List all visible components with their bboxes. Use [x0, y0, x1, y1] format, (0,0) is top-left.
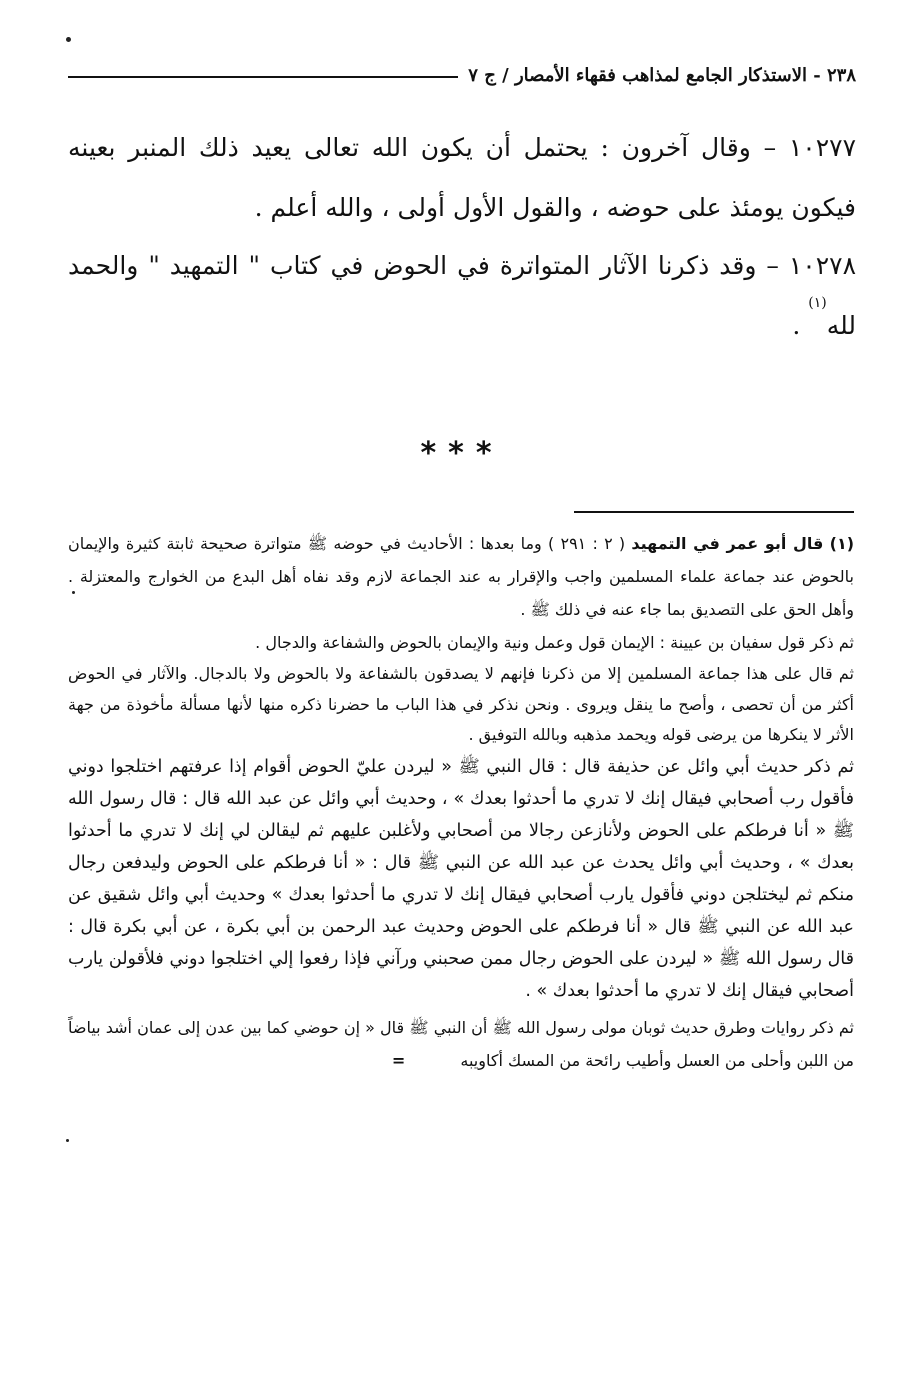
ink-speck: [66, 1139, 69, 1142]
footnote-1: [68, 527, 854, 626]
header-rule: [68, 76, 458, 78]
footnote-reference: (١): [808, 295, 827, 311]
footnote-source: قال أبو عمر في التمهيد: [631, 534, 824, 553]
footnote-paragraph: [68, 1011, 854, 1077]
footnote-text: ثم ذكر روايات وطرق حديث ثوبان مولى رسول الله ﷺ أن النبي ﷺ قال « إن حوضي كما بين عدن إلى عمان أشد بياضاً من اللبن وأحلى من العسل وأطيب رائحة من المسك أكاويبه: [68, 1017, 854, 1070]
paragraph-10278: [68, 236, 856, 356]
paragraph-end: .: [792, 311, 809, 340]
header-title: ٢٣٨ - الاستذكار الجامع لمذاهب فقهاء الأمصار / ج ٧: [468, 64, 856, 86]
paragraph-text: – وقال آخرون : يحتمل أن يكون الله تعالى يعيد ذلك المنبر بعينه فيكون يومئذ على حوضه ، والقول الأول أولى ، والله أعلم .: [68, 133, 856, 222]
paragraph-number: ١٠٢٧٧: [788, 133, 856, 162]
running-header: [68, 60, 856, 90]
footnote-text: ( ٢ : ٢٩١ ) وما بعدها : الأحاديث في حوضه ﷺ متواترة صحيحة ثابتة كثيرة والإيمان بالحوض عند جماعة علماء المسلمين واجب والإقرار به عند الجماعة لازم وقد نفاه أهل البدع من الخوارج والمعتزلة . وأهل الحق على التصديق بما جاء عنه في ذلك ﷺ .: [68, 534, 854, 619]
paragraph-text: – وقد ذكرنا الآثار المتواترة في الحوض في كتاب " التمهيد " والحمد لله: [68, 251, 856, 340]
section-separator: ***: [420, 436, 504, 471]
footnote-marker: (١): [829, 534, 855, 553]
footnote-paragraph: ثم ذكر قول سفيان بن عيينة : الإيمان قول وعمل ونية والإيمان بالحوض والشفاعة والدجال .: [255, 633, 854, 652]
footnotes: [68, 527, 854, 1077]
footnote-paragraph: ثم ذكر حديث أبي وائل عن حذيفة قال : قال النبي ﷺ « ليردن عليّ الحوض أقوام إذا عرفتهم اختلجوا دوني فأقول رب أصحابي فيقال إنك لا تدري ما أحدثوا بعدك » ، وحديث أبي وائل عن عبد الله قال : قال رسول الله ﷺ « أنا فرطكم على الحوض ولأنازعن رجالا من أصحابي ولأغلبن عليهم ثم ليقالن لي إنك لا تدري ما أحدثوا بعدك » ، وحديث أبي وائل يحدث عن عبد الله عن النبي ﷺ قال : « أنا فرطكم على الحوض وليدفعن رجال منكم ثم ليختلجن دوني فأقول يارب أصحابي فيقال إنك لا تدري ما أحدثوا بعدك » وحديث أبي وائل شقيق عن عبد الله عن النبي ﷺ قال « أنا فرطكم على الحوض وحديث عبد الرحمن بن أبي بكرة ، عن أبي بكرة قال : قال رسول الله ﷺ « ليردن على الحوض رجال ممن صحبني ورآني فإذا رفعوا إلي اختلجوا دوني فلأقولن يارب أصحابي فيقال إنك لا تدري ما أحدثوا بعدك » .: [68, 756, 854, 1001]
continuation-mark: =: [391, 1050, 406, 1070]
ink-speck: [66, 37, 71, 42]
paragraph-number: ١٠٢٧٨: [788, 251, 856, 280]
footnote-paragraph: ثم قال على هذا جماعة المسلمين إلا من ذكرنا فإنهم لا يصدقون بالشفاعة ولا بالحوض ولا بالدجال. والآثار في الحوض أكثر من أن تحصى ، وأصح ما ينقل ويروى . ونحن نذكر في هذا الباب ما حضرنا ذكره منها لأنها مسألة مأخوذة من جهة الأثر لا ينكرها من يرضى قوله ويحمد مذهبه وبالله التوفيق .: [68, 664, 854, 744]
footnote-rule: [574, 511, 854, 513]
paragraph-10277: [68, 118, 856, 238]
